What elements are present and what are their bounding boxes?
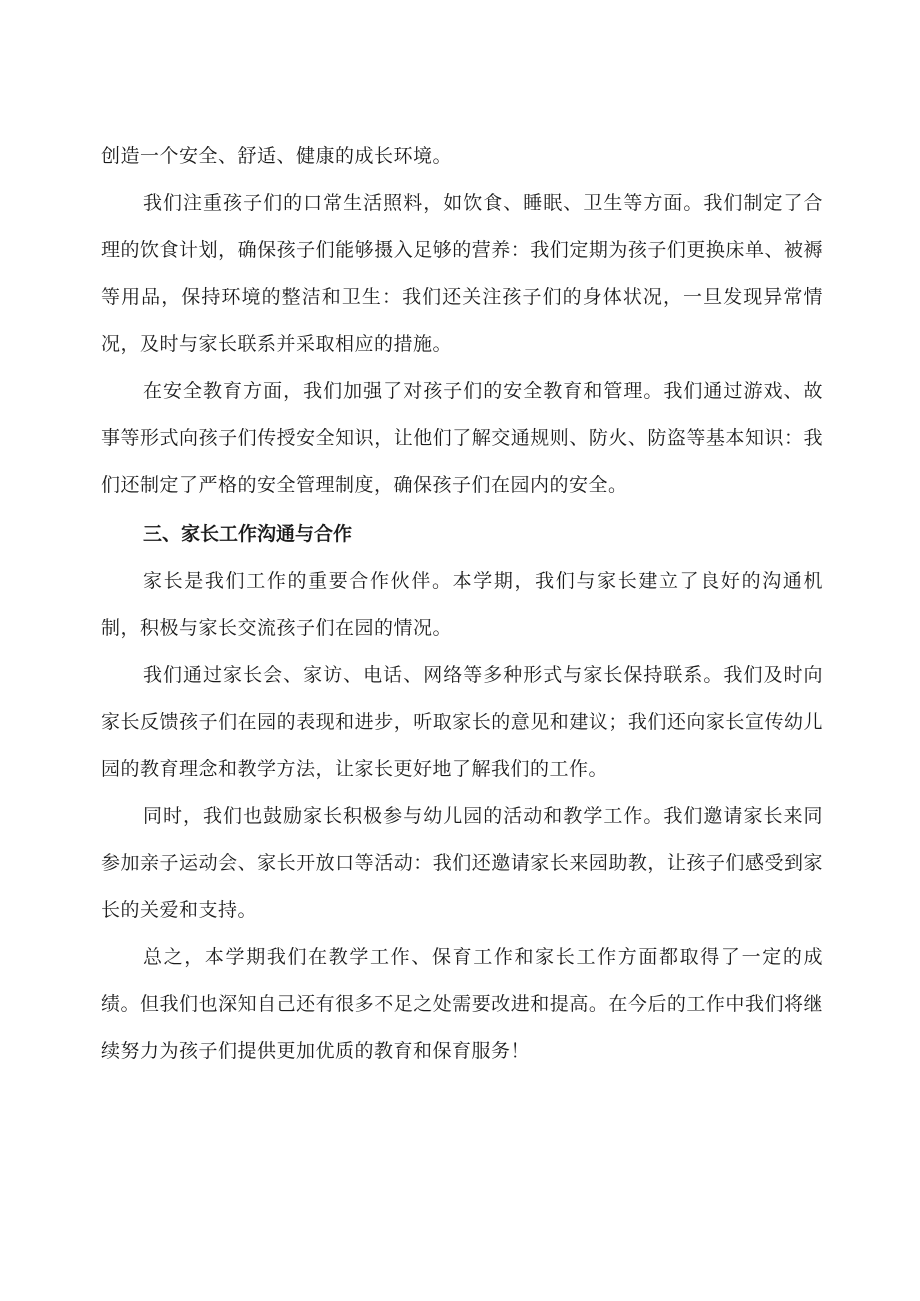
- paragraph-continuation: 创造一个安全、舒适、健康的成长环境。: [101, 145, 453, 167]
- paragraph-parent-partnership: 家长是我们工作的重要合作伙伴。本学期，我们与家长建立了良好的沟通机制，积极与家长交流孩子们在园的情况。: [101, 570, 823, 639]
- paragraph-safety-education: 在安全教育方面，我们加强了对孩子们的安全教育和管理。我们通过游戏、故事等形式向孩子们传授安全知识，让他们了解交通规则、防火、防盗等基本知识：我们还制定了严格的安全管理制度，确保孩子们在园内的安全。: [101, 380, 823, 496]
- section-heading: 三、家长工作沟通与合作: [143, 523, 353, 545]
- paragraph-daily-care: 我们注重孩子们的口常生活照料，如饮食、睡眠、卫生等方面。我们制定了合理的饮食计划，确保孩子们能够摄入足够的营养：我们定期为孩子们更换床单、被褥等用品，保持环境的整洁和卫生：我们还关注孩子们的身体状况，一旦发现异常情况，及时与家长联系并采取相应的措施。: [101, 192, 823, 355]
- paragraph-parent-contact: 我们通过家长会、家访、电话、网络等多种形式与家长保持联系。我们及时向家长反馈孩子们在园的表现和进步，听取家长的意见和建议；我们还向家长宣传幼儿园的教育理念和教学方法，让家长更好地了解我们的工作。: [101, 664, 823, 780]
- paragraph-conclusion: 总之，本学期我们在教学工作、保育工作和家长工作方面都取得了一定的成绩。但我们也深知自己还有很多不足之处需要改进和提高。在今后的工作中我们将继续努力为孩子们提供更加优质的教育和保育服务！: [101, 946, 823, 1062]
- paragraph-parent-participation: 同时，我们也鼓励家长积极参与幼儿园的活动和教学工作。我们邀请家长来同参加亲子运动会、家长开放口等活动：我们还邀请家长来园助教，让孩子们感受到家长的关爱和支持。: [101, 805, 823, 921]
